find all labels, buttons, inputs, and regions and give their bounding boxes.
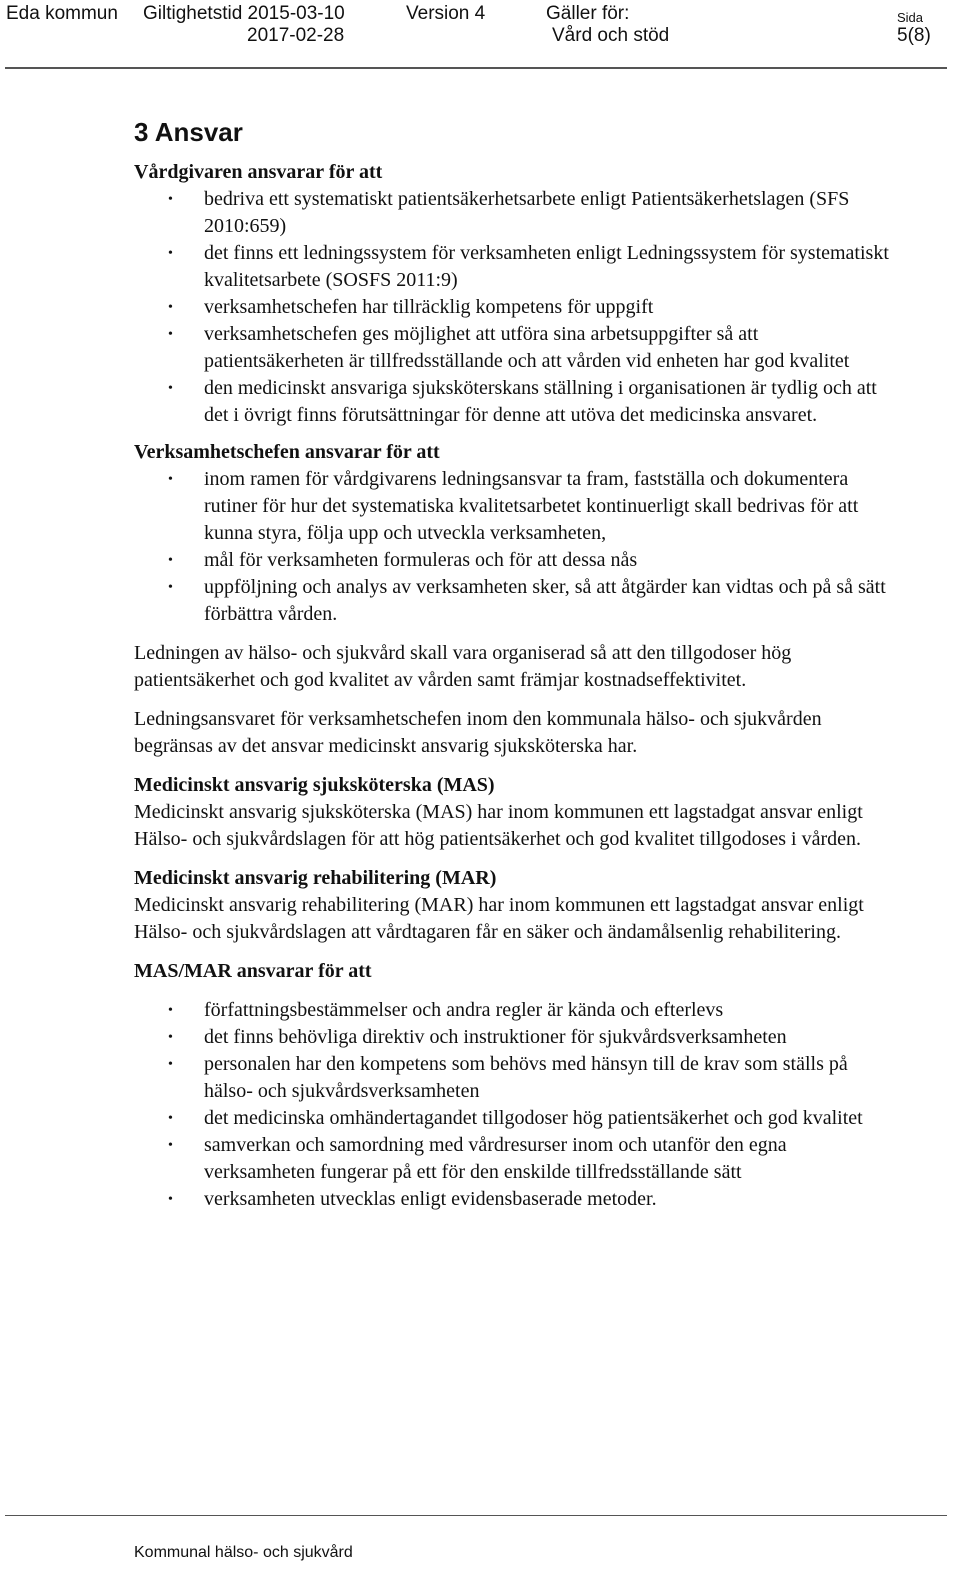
list-item: • den medicinskt ansvariga sjuksköterskans ställning i organisationen är tydlig och att det i övrigt finns förutsättningar för denne att utöva det medicinska ansvaret.: [134, 375, 894, 429]
list-item: • det medicinska omhändertagandet tillgodoser hög patientsäkerhet och god kvalitet: [134, 1105, 894, 1132]
vardgivare-heading: Vårdgivaren ansvarar för att: [134, 161, 383, 183]
header-validity-to: 2017-02-28: [247, 25, 345, 46]
ledning-paragraph: Ledningen av hälso- och sjukvård skall vara organiserad så att den tillgodoser hög patientsäkerhet och god kvalitet av vården samt främjar kostnadseffektivitet.: [134, 642, 792, 691]
list-item: • verksamhetschefen ges möjlighet att utföra sina arbetsuppgifter så att patientsäkerheten är tillfredsställande och att vården vid enheten har god kvalitet: [134, 321, 894, 375]
header-divider: [5, 67, 947, 69]
header-applies-value: Vård och stöd: [552, 25, 670, 46]
header-page-number: 5(8): [897, 25, 931, 46]
masmar-heading: MAS/MAR ansvarar för att: [134, 960, 372, 982]
footer-divider: [5, 1515, 947, 1516]
list-item: • verksamheten utvecklas enligt evidensbaserade metoder.: [134, 1186, 894, 1213]
ledningsansvar-paragraph: Ledningsansvaret för verksamhetschefen inom den kommunala hälso- och sjukvården begränsas av det ansvar medicinskt ansvarig sjuksköterska har.: [134, 708, 822, 757]
header-validity-label: Giltighetstid 2015-03-10: [143, 3, 345, 24]
list-item: • uppföljning och analys av verksamheten sker, så att åtgärder kan vidtas och på så sätt förbättra vården.: [134, 574, 894, 628]
list-item: • verksamhetschefen har tillräcklig kompetens för uppgift: [134, 294, 894, 321]
mar-paragraph: Medicinskt ansvarig rehabilitering (MAR) har inom kommunen ett lagstadgat ansvar enligt Hälso- och sjukvårdslagen att vårdtagaren får en säker och ändamålsenlig rehabilitering.: [134, 894, 864, 943]
mas-heading: Medicinskt ansvarig sjuksköterska (MAS): [134, 774, 495, 796]
mar-heading: Medicinskt ansvarig rehabilitering (MAR): [134, 867, 497, 889]
list-item: • det finns behövliga direktiv och instruktioner för sjukvårdsverksamheten: [134, 1024, 894, 1051]
header-page-label: Sida: [897, 10, 924, 25]
list-item: • författningsbestämmelser och andra regler är kända och efterlevs: [134, 997, 894, 1024]
list-item: • samverkan och samordning med vårdresurser inom och utanför den egna verksamheten fungerar på ett för den enskilde tillfredsställande sätt: [134, 1132, 894, 1186]
list-item: • mål för verksamheten formuleras och för att dessa nås: [134, 547, 894, 574]
verksamhetschef-list: [134, 466, 894, 628]
list-item: • bedriva ett systematiskt patientsäkerhetsarbete enligt Patientsäkerhetslagen (SFS 2010:659): [134, 186, 894, 240]
header-version: Version 4: [406, 3, 486, 24]
header-org: Eda kommun: [6, 3, 118, 24]
footer-text: Kommunal hälso- och sjukvård: [134, 1544, 353, 1561]
list-item: • inom ramen för vårdgivarens ledningsansvar ta fram, fastställa och dokumentera rutiner för hur det systematiska kvalitetsarbetet kontinuerligt skall bedrivas för att kunna styra, följa upp och utveckla verksamheten,: [134, 466, 894, 547]
header-applies-label: Gäller för:: [546, 3, 630, 24]
vardgivare-list: [134, 186, 894, 429]
masmar-list: [134, 997, 894, 1213]
section-heading: 3 Ansvar: [134, 117, 243, 147]
document-body: [134, 112, 894, 1213]
verksamhetschef-heading: Verksamhetschefen ansvarar för att: [134, 441, 440, 463]
list-item: • personalen har den kompetens som behövs med hänsyn till de krav som ställs på hälso- och sjukvårdsverksamheten: [134, 1051, 894, 1105]
list-item: • det finns ett ledningssystem för verksamheten enligt Ledningssystem för systematiskt kvalitetsarbete (SOSFS 2011:9): [134, 240, 894, 294]
mas-paragraph: Medicinskt ansvarig sjuksköterska (MAS) har inom kommunen ett lagstadgat ansvar enligt Hälso- och sjukvårdslagen för att hög patientsäkerhet och god kvalitet tillgodoses i vården.: [134, 801, 863, 850]
